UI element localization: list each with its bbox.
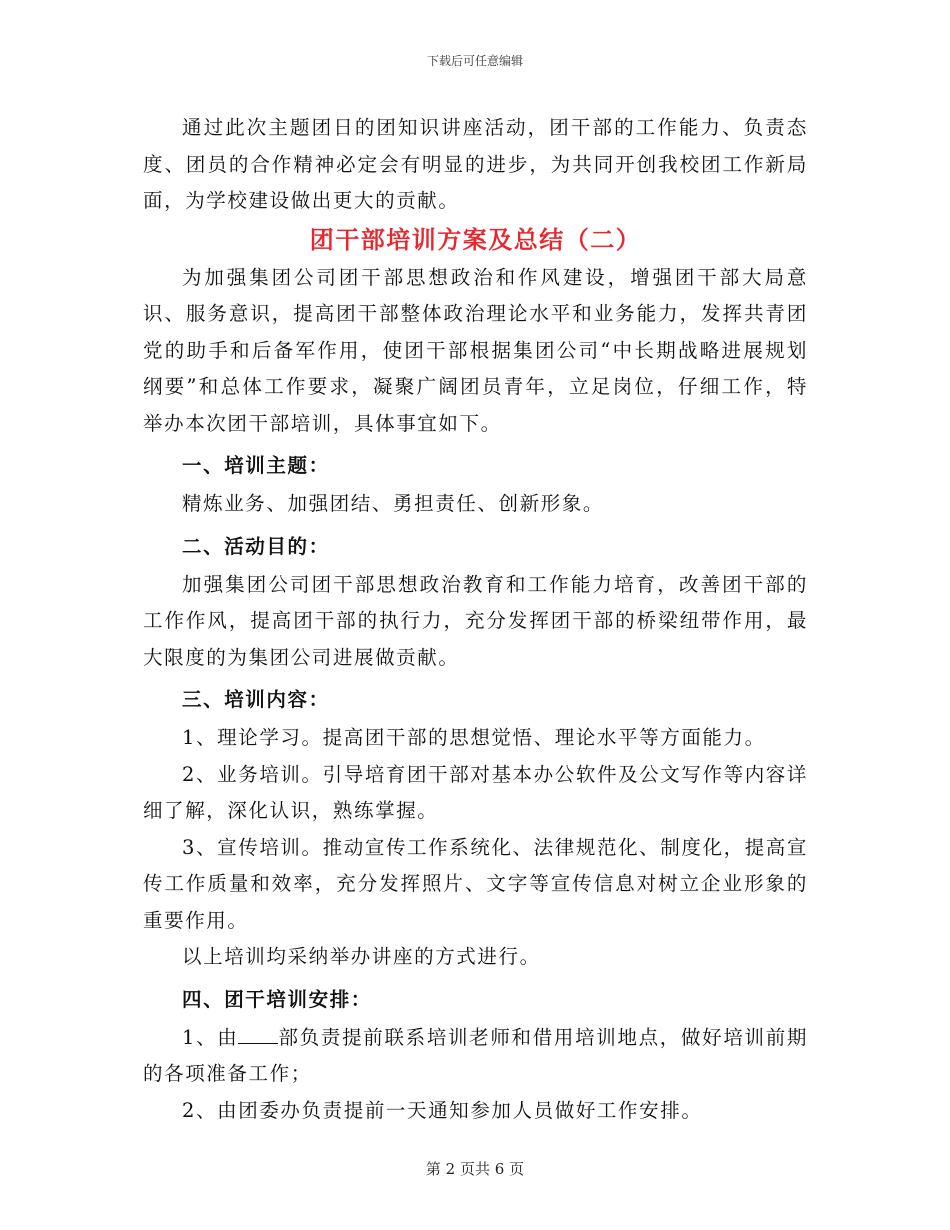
arrangement-item-1-post: 部负责提前联系培训老师和借用培训地点，做好培训前期的各项准备工作； [143,1025,808,1085]
page-header: 下载后可任意编辑 [426,54,523,68]
content-item-2-num: 2 [182,762,197,786]
arrangement-item-1-num: 1 [182,1025,197,1049]
section-theme-text: 精炼业务、加强团结、勇担责任、创新形象。 [182,492,605,515]
content-item-3 [143,830,808,940]
section-content-heading: 三、培训内容： [182,688,330,711]
document-title: 团干部培训方案及总结（二） [309,224,642,254]
opening-paragraph: 为加强集团公司团干部思想政治和作风建设，增强团干部大局意识、服务意识，提高团干部整体政治理论水平和业务能力，发挥共青团党的助手和后备军作用，使团干部根据集团公司“中长期战略进展规划纲要”和总体工作要求，凝聚广阔团员青年，立足岗位，仔细工作，特举办本次团干部培训，具体事宜如下。 [143,265,808,435]
section-arrangement-heading: 四、团干培训安排： [182,987,372,1011]
section-theme-heading: 一、培训主题： [182,454,330,477]
content-item-1 [143,720,808,757]
arrangement-item-2-text: 、由团委办负责提前一天通知参加人员做好工作安排。 [196,1098,703,1122]
section-purpose-heading: 二、活动目的： [182,534,330,558]
arrangement-item-2-num: 2 [182,1098,197,1122]
fill-in-blank [238,1025,278,1044]
arrangement-item-1-pre: 、由 [196,1025,239,1049]
content-item-3-num: 3 [182,835,197,859]
document-body [143,110,808,1129]
content-item-1-text: 、理论学习。提高团干部的思想觉悟、理论水平等方面能力。 [196,726,766,749]
page-footer: 第 2 页共 6 页 [425,1160,525,1178]
content-item-2 [143,757,808,830]
arrangement-item-1 [143,1020,808,1093]
content-item-2-text: 、业务培训。引导培育团干部对基本办公软件及公文写作等内容详细了解，深化认识，熟练掌握。 [143,762,808,822]
section-purpose-text: 加强集团公司团干部思想政治教育和工作能力培育，改善团干部的工作作风，提高团干部的执行力，充分发挥团干部的桥梁纽带作用，最大限度的为集团公司进展做贡献。 [143,572,808,669]
arrangement-item-2 [143,1093,808,1130]
content-note: 以上培训均采纳举办讲座的方式进行。 [182,945,541,968]
content-item-3-text: 、宣传培训。推动宣传工作系统化、法律规范化、制度化，提高宣传工作质量和效率，充分发挥照片、文字等宣传信息对树立企业形象的重要作用。 [143,835,808,932]
content-item-1-num: 1 [182,726,197,749]
intro-paragraph: 通过此次主题团日的团知识讲座活动，团干部的工作能力、负责态度、团员的合作精神必定会有明显的进步，为共同开创我校团工作新局面，为学校建设做出更大的贡献。 [143,116,808,212]
